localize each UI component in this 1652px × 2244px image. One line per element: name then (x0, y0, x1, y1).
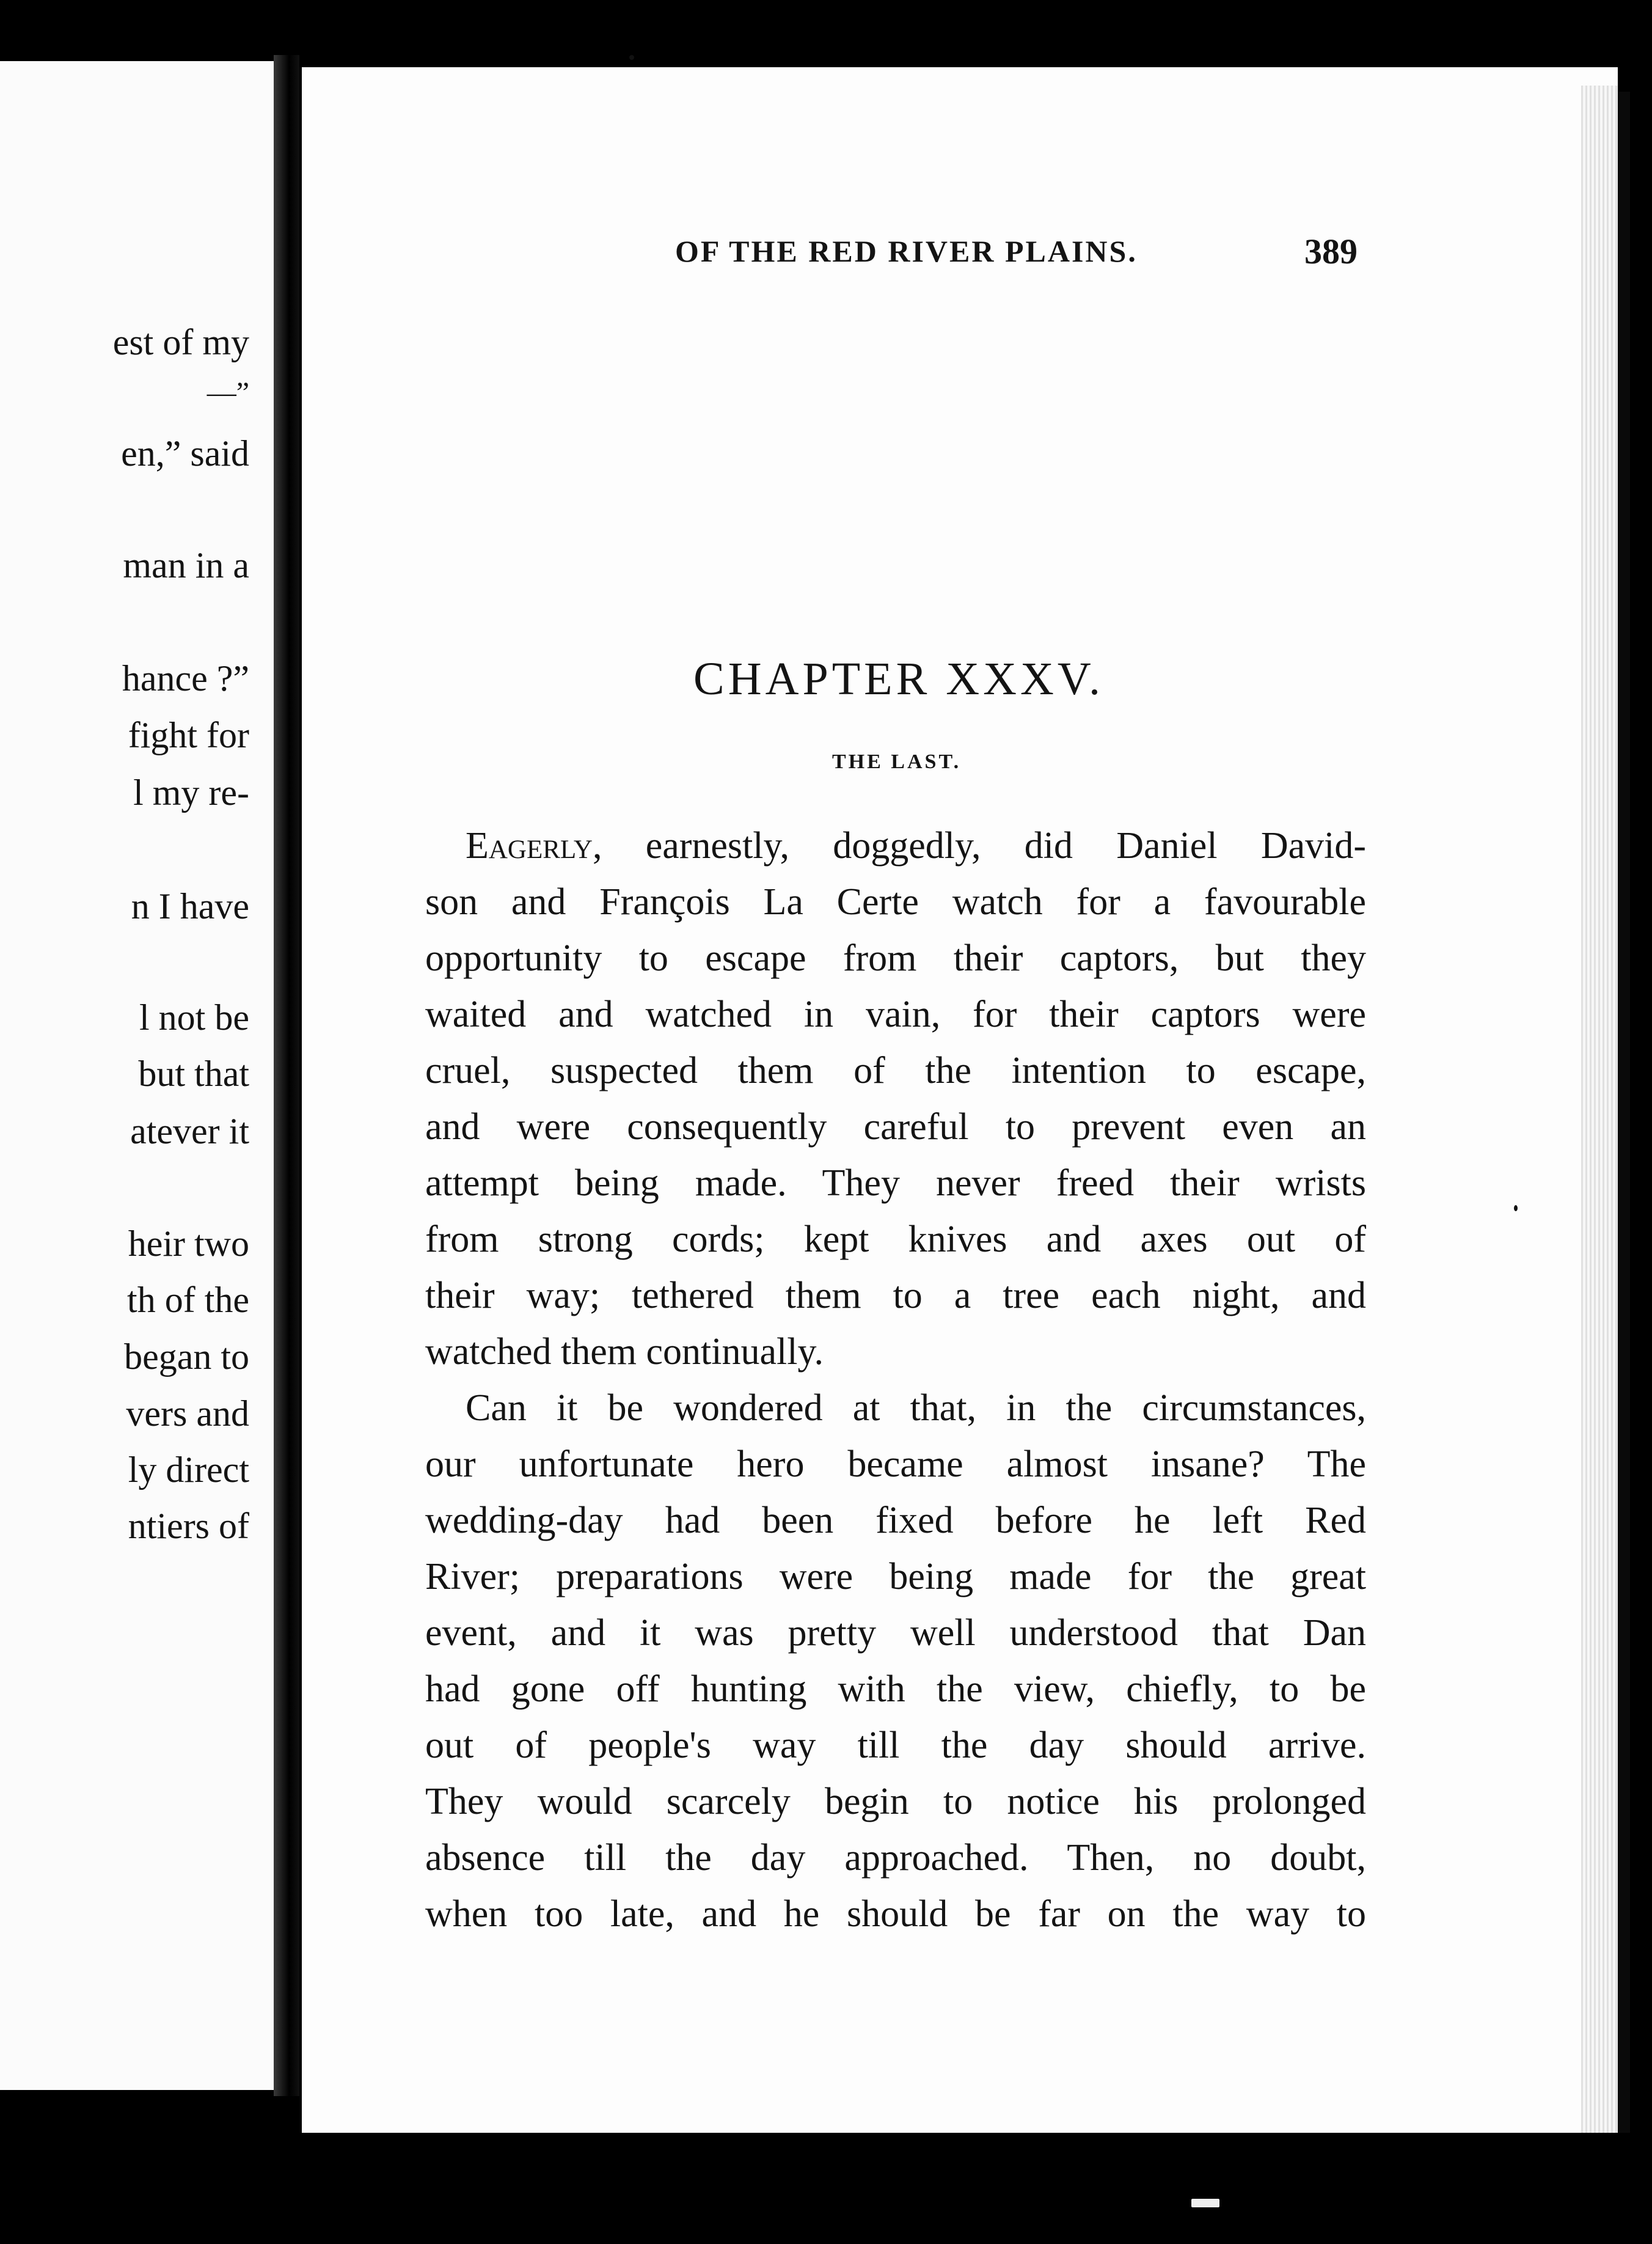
paragraph-line: wedding-day had been fixed before he left Red (425, 1500, 1366, 1541)
paragraph-line: waited and watched in vain, for their captors were (425, 994, 1366, 1035)
left-page-line: l my re- (133, 772, 249, 813)
left-page-fragment (0, 61, 274, 2090)
scan-speck (1514, 1205, 1518, 1211)
paragraph-line: son and François La Certe watch for a favourable (425, 881, 1366, 923)
left-page-line: th of the (127, 1280, 249, 1320)
left-page-line: atever it (130, 1111, 249, 1151)
chapter-title: CHAPTER XXXV. (693, 653, 1105, 705)
left-page-line: ly direct (128, 1450, 249, 1490)
paragraph-line: River; preparations were being made for the great (425, 1556, 1366, 1597)
paragraph-line: out of people's way till the day should arrive. (425, 1725, 1366, 1766)
paragraph-line: had gone off hunting with the view, chiefly, to be (425, 1668, 1366, 1710)
left-page-line: n I have (131, 886, 249, 926)
book-gutter (274, 55, 299, 2096)
paragraph-line: cruel, suspected them of the intention to escape, (425, 1050, 1366, 1091)
left-page-line: —” (206, 376, 249, 409)
left-page-line: but that (138, 1054, 249, 1094)
paragraph-line: our unfortunate hero became almost insane? The (425, 1443, 1366, 1485)
left-page-line: hance ?” (122, 658, 249, 698)
paragraph-line: event, and it was pretty well understood that Dan (425, 1612, 1366, 1654)
left-page-line: ntiers of (128, 1506, 249, 1546)
left-page-line: fight for (128, 715, 249, 755)
paragraph-line: when too late, and he should be far on the way to (425, 1893, 1366, 1935)
paragraph-line: their way; tethered them to a tree each night, and (425, 1275, 1366, 1316)
left-page-line: heir two (128, 1223, 249, 1264)
scan-speck (1191, 2199, 1219, 2207)
left-page-line: vers and (126, 1393, 249, 1434)
paragraph-line: opportunity to escape from their captors, but they (425, 937, 1366, 979)
page-number: 389 (1304, 232, 1358, 271)
paragraph-line: and were consequently careful to prevent even an (425, 1106, 1366, 1148)
chapter-subtitle: THE LAST. (832, 750, 962, 773)
drop-word: Eagerly, (466, 825, 602, 867)
left-page-line: en,” said (121, 433, 249, 474)
paragraph-line (466, 824, 1366, 868)
running-head: OF THE RED RIVER PLAINS. (675, 234, 1138, 268)
scan-speck (629, 55, 634, 60)
paragraph-line: watched them continually. (425, 1331, 824, 1373)
page-edge-shadow (1618, 92, 1630, 2133)
paragraph-line: absence till the day approached. Then, no doubt, (425, 1837, 1366, 1879)
paragraph-line: attempt being made. They never freed their wrists (425, 1162, 1366, 1204)
left-page-line: l not be (139, 997, 249, 1038)
first-line-rest: earnestly, doggedly, did Daniel David- (602, 825, 1366, 867)
paragraph-line: They would scarcely begin to notice his prolonged (425, 1781, 1366, 1822)
left-page-line: began to (124, 1336, 249, 1377)
left-page-line: man in a (123, 545, 249, 585)
paragraph-line: from strong cords; kept knives and axes out of (425, 1219, 1366, 1260)
paragraph-line: Can it be wondered at that, in the circumstances, (466, 1387, 1366, 1429)
left-page-line: est of my (112, 322, 249, 362)
page-edge-stack (1581, 86, 1618, 2133)
